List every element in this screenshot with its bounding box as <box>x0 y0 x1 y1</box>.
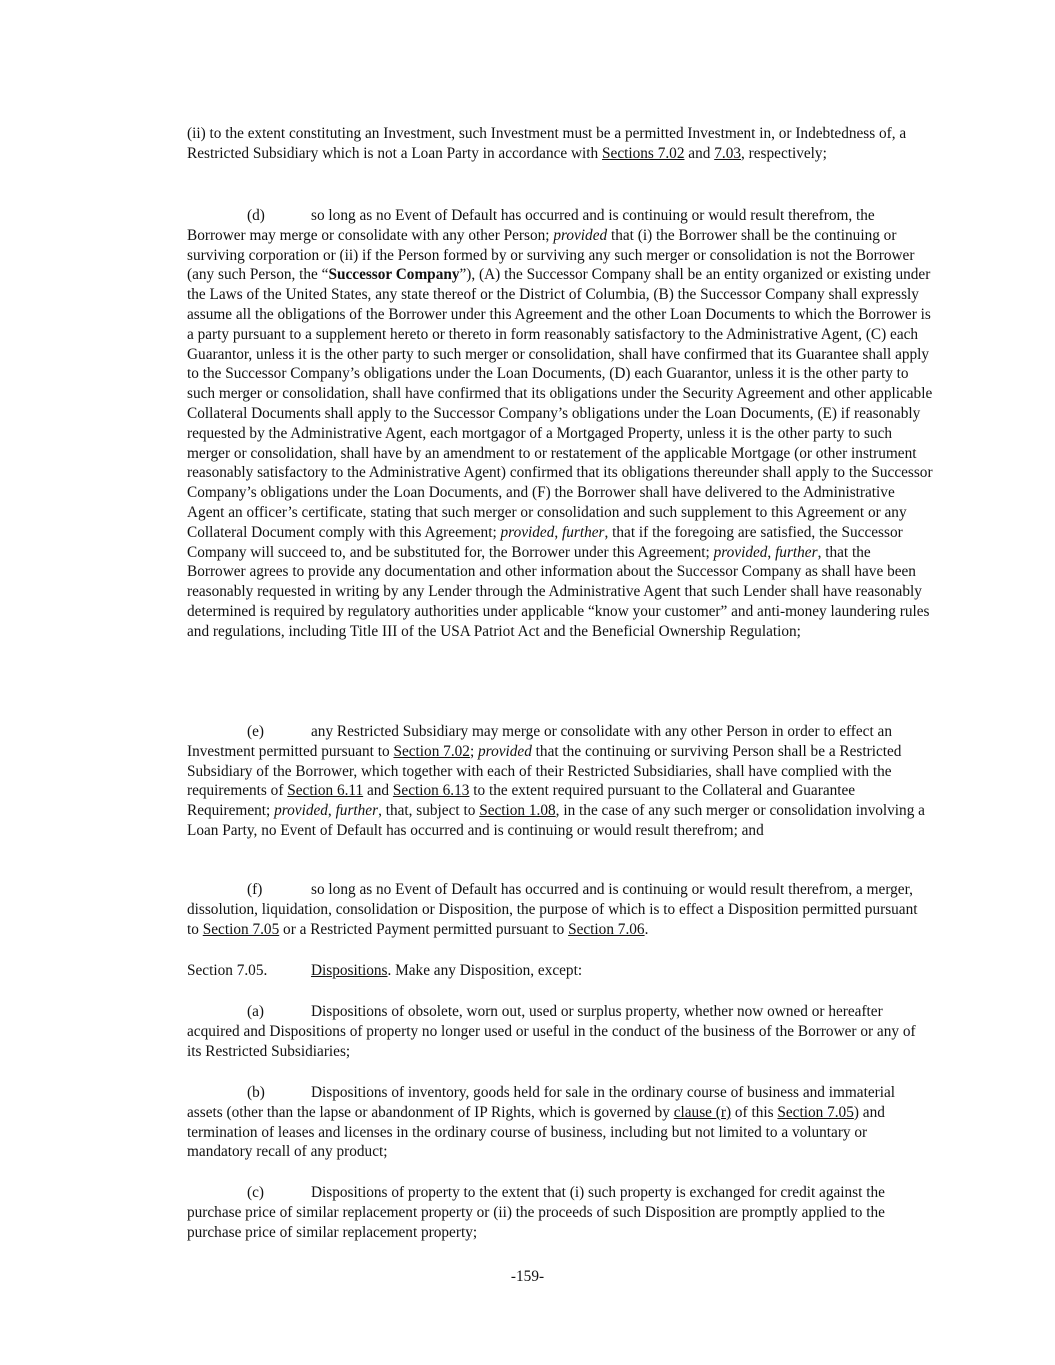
punctuation: , <box>554 523 562 541</box>
section-reference: Section 7.06 <box>568 920 645 938</box>
clause-label: (b) <box>247 1084 265 1101</box>
paragraph-text: Dispositions of obsolete, worn out, used or surplus property, whether now owned or hereafter acquired and Dispositions of property no longer used or useful in the conduct of the business of the Borrower or any of its Restricted Subsidiaries; <box>187 1003 916 1060</box>
paragraph-text: (ii) to the extent constituting an Investment, such Investment must be a permitted Investment in, or Indebtedness of, a Restricted Subsidiary which is not a Loan Party in accordance with <box>187 125 907 162</box>
paragraph-text: and <box>684 144 715 162</box>
paragraph-text: of this <box>731 1103 778 1121</box>
section-reference: 7.03 <box>714 144 742 162</box>
paragraph-text: or a Restricted Payment permitted pursuant to <box>279 920 569 938</box>
paragraph-d <box>187 206 933 642</box>
paragraph-text: to the extent required pursuant to the Collateral and Guarantee Requirement; <box>187 782 856 820</box>
section-reference: Section 6.13 <box>392 782 470 800</box>
italic-term: provided <box>500 523 555 541</box>
paragraph-text: so long as no Event of Default has occurred and is continuing or would result therefrom, a merger, dissolution, liquidation, consolidation or Disposition, the purpose of which is to effect a Disposition permitted pursuant to <box>187 881 918 938</box>
italic-term: further <box>335 802 379 820</box>
section-title: Dispositions <box>311 962 388 979</box>
paragraph-b <box>187 1083 933 1162</box>
paragraph-text: ”), (A) the Successor Company shall be an entity organized or existing under the Laws of the United States, any state thereof or the District of Columbia, (B) the Successor Company shall expressly assume all the obligations of the Borrower under this Agreement and the other Loan Documents to which the Borrower is a party pursuant to a supplement hereto or thereto in form reasonably satisfactory to the Administrative Agent, (C) each Guarantor, unless it is the other party to such merger or consolidation, shall have confirmed that its Guarantee shall apply to the Successor Company’s obligations under the Loan Documents, (D) each Guarantor, unless it is the other party to such merger or consolidation, shall have confirmed that its obligations under the Security Agreement and other applicable Collateral Documents shall apply to the Successor Company’s obligations under the Loan Documents, (E) if reasonably requested by the Administrative Agent, each mortgagor of a Mortgaged Property, unless it is the other party to such merger or consolidation, shall have by an amendment to or restatement of the applicable Mortgage (or other instrument reasonably satisfactory to the Administrative Agent) confirmed that its obligations thereunder shall apply to the Successor Company’s obligations under the Loan Documents, and (F) the Borrower shall have delivered to the Administrative Agent an officer’s certificate, stating that such merger or consolidation and such supplement to this Agreement or any Collateral Document comply with this Agreement; <box>187 266 933 541</box>
section-heading <box>187 961 582 981</box>
clause-label: (f) <box>247 881 263 898</box>
italic-term: provided <box>713 543 768 561</box>
clause-label: (d) <box>247 207 265 224</box>
paragraph-text: so long as no Event of Default has occurred and is continuing or would result therefrom, the Borrower may merge or consolidate with any other Person; <box>187 207 875 244</box>
punctuation: , <box>327 802 336 820</box>
clause-label: (e) <box>247 723 264 740</box>
italic-term: provided <box>274 802 328 820</box>
section-intro: . Make any Disposition, except: <box>387 962 583 979</box>
paragraph-text: , respectively; <box>741 144 827 162</box>
paragraph-text: , that the Borrower agrees to provide any documentation and other information about the Successor Company as shall have been reasonably requested in writing by any Lender through the Administrative Agent that such Lender shall have reasonably determined is required by regulatory authorities under applicable “know your customer” and anti-money laundering rules and regulations, including Title III of the USA Patriot Act and the Beneficial Ownership Regulation; <box>187 543 930 640</box>
italic-term: provided <box>553 226 608 244</box>
section-reference: Section 7.02 <box>393 742 470 760</box>
section-reference: Sections 7.02 <box>602 144 685 162</box>
section-number: Section 7.05. <box>187 962 268 979</box>
section-reference: Section 6.11 <box>287 782 364 800</box>
italic-term: further <box>562 523 605 541</box>
paragraph-text: , that, subject to <box>378 802 480 820</box>
paragraph-text: that (i) the Borrower shall be the continuing or surviving corporation or (ii) if the Person formed by or surviving any such merger or consolidation is not the Borrower (any such Person, the “ <box>187 226 915 284</box>
paragraph-text: Dispositions of inventory, goods held for sale in the ordinary course of business and immaterial assets (other than the lapse or abandonment of IP Rights, which is governed by <box>187 1084 896 1121</box>
paragraph-text: Dispositions of property to the extent that (i) such property is exchanged for credit against the purchase price of similar replacement property or (ii) the proceeds of such Disposition are promptly applied to the purchase price of similar replacement property; <box>187 1184 885 1241</box>
paragraph-e <box>187 722 933 841</box>
clause-label: (a) <box>247 1003 264 1020</box>
paragraph-text: ) and termination of leases and licenses in the ordinary course of business, including but not limited to a voluntary or mandatory recall of any product; <box>187 1103 885 1161</box>
paragraph-text: . <box>644 920 649 938</box>
page-number: -159- <box>510 1268 545 1285</box>
paragraph-text: that the continuing or surviving Person shall be a Restricted Subsidiary of the Borrower, which together with each of their Restricted Subsidiaries, shall have complied with the requirements of <box>187 742 902 800</box>
section-reference: Section 7.05 <box>777 1103 854 1121</box>
paragraph-a <box>187 1002 933 1061</box>
paragraph-c <box>187 1183 933 1242</box>
punctuation: , <box>767 543 776 561</box>
paragraph-ii <box>187 124 933 164</box>
section-reference: clause (r) <box>673 1103 732 1121</box>
defined-term: Successor Company <box>328 266 460 284</box>
section-reference: Section 7.05 <box>202 920 280 938</box>
paragraph-text: , in the case of any such merger or consolidation involving a Loan Party, no Event of Default has occurred and is continuing or would result therefrom; and <box>187 802 925 839</box>
paragraph-text: any Restricted Subsidiary may merge or consolidate with any other Person in order to effect an Investment permitted pursuant to <box>187 723 892 760</box>
italic-term: further <box>775 543 818 561</box>
italic-term: provided <box>478 742 532 760</box>
paragraph-text: and <box>363 782 393 800</box>
section-reference: Section 1.08 <box>479 802 556 820</box>
paragraph-text: , that if the foregoing are satisfied, the Successor Company will succeed to, and be substituted for, the Borrower under this Agreement; <box>187 523 903 561</box>
clause-label: (c) <box>247 1184 264 1201</box>
paragraph-f <box>187 880 933 939</box>
punctuation: ; <box>469 742 479 760</box>
